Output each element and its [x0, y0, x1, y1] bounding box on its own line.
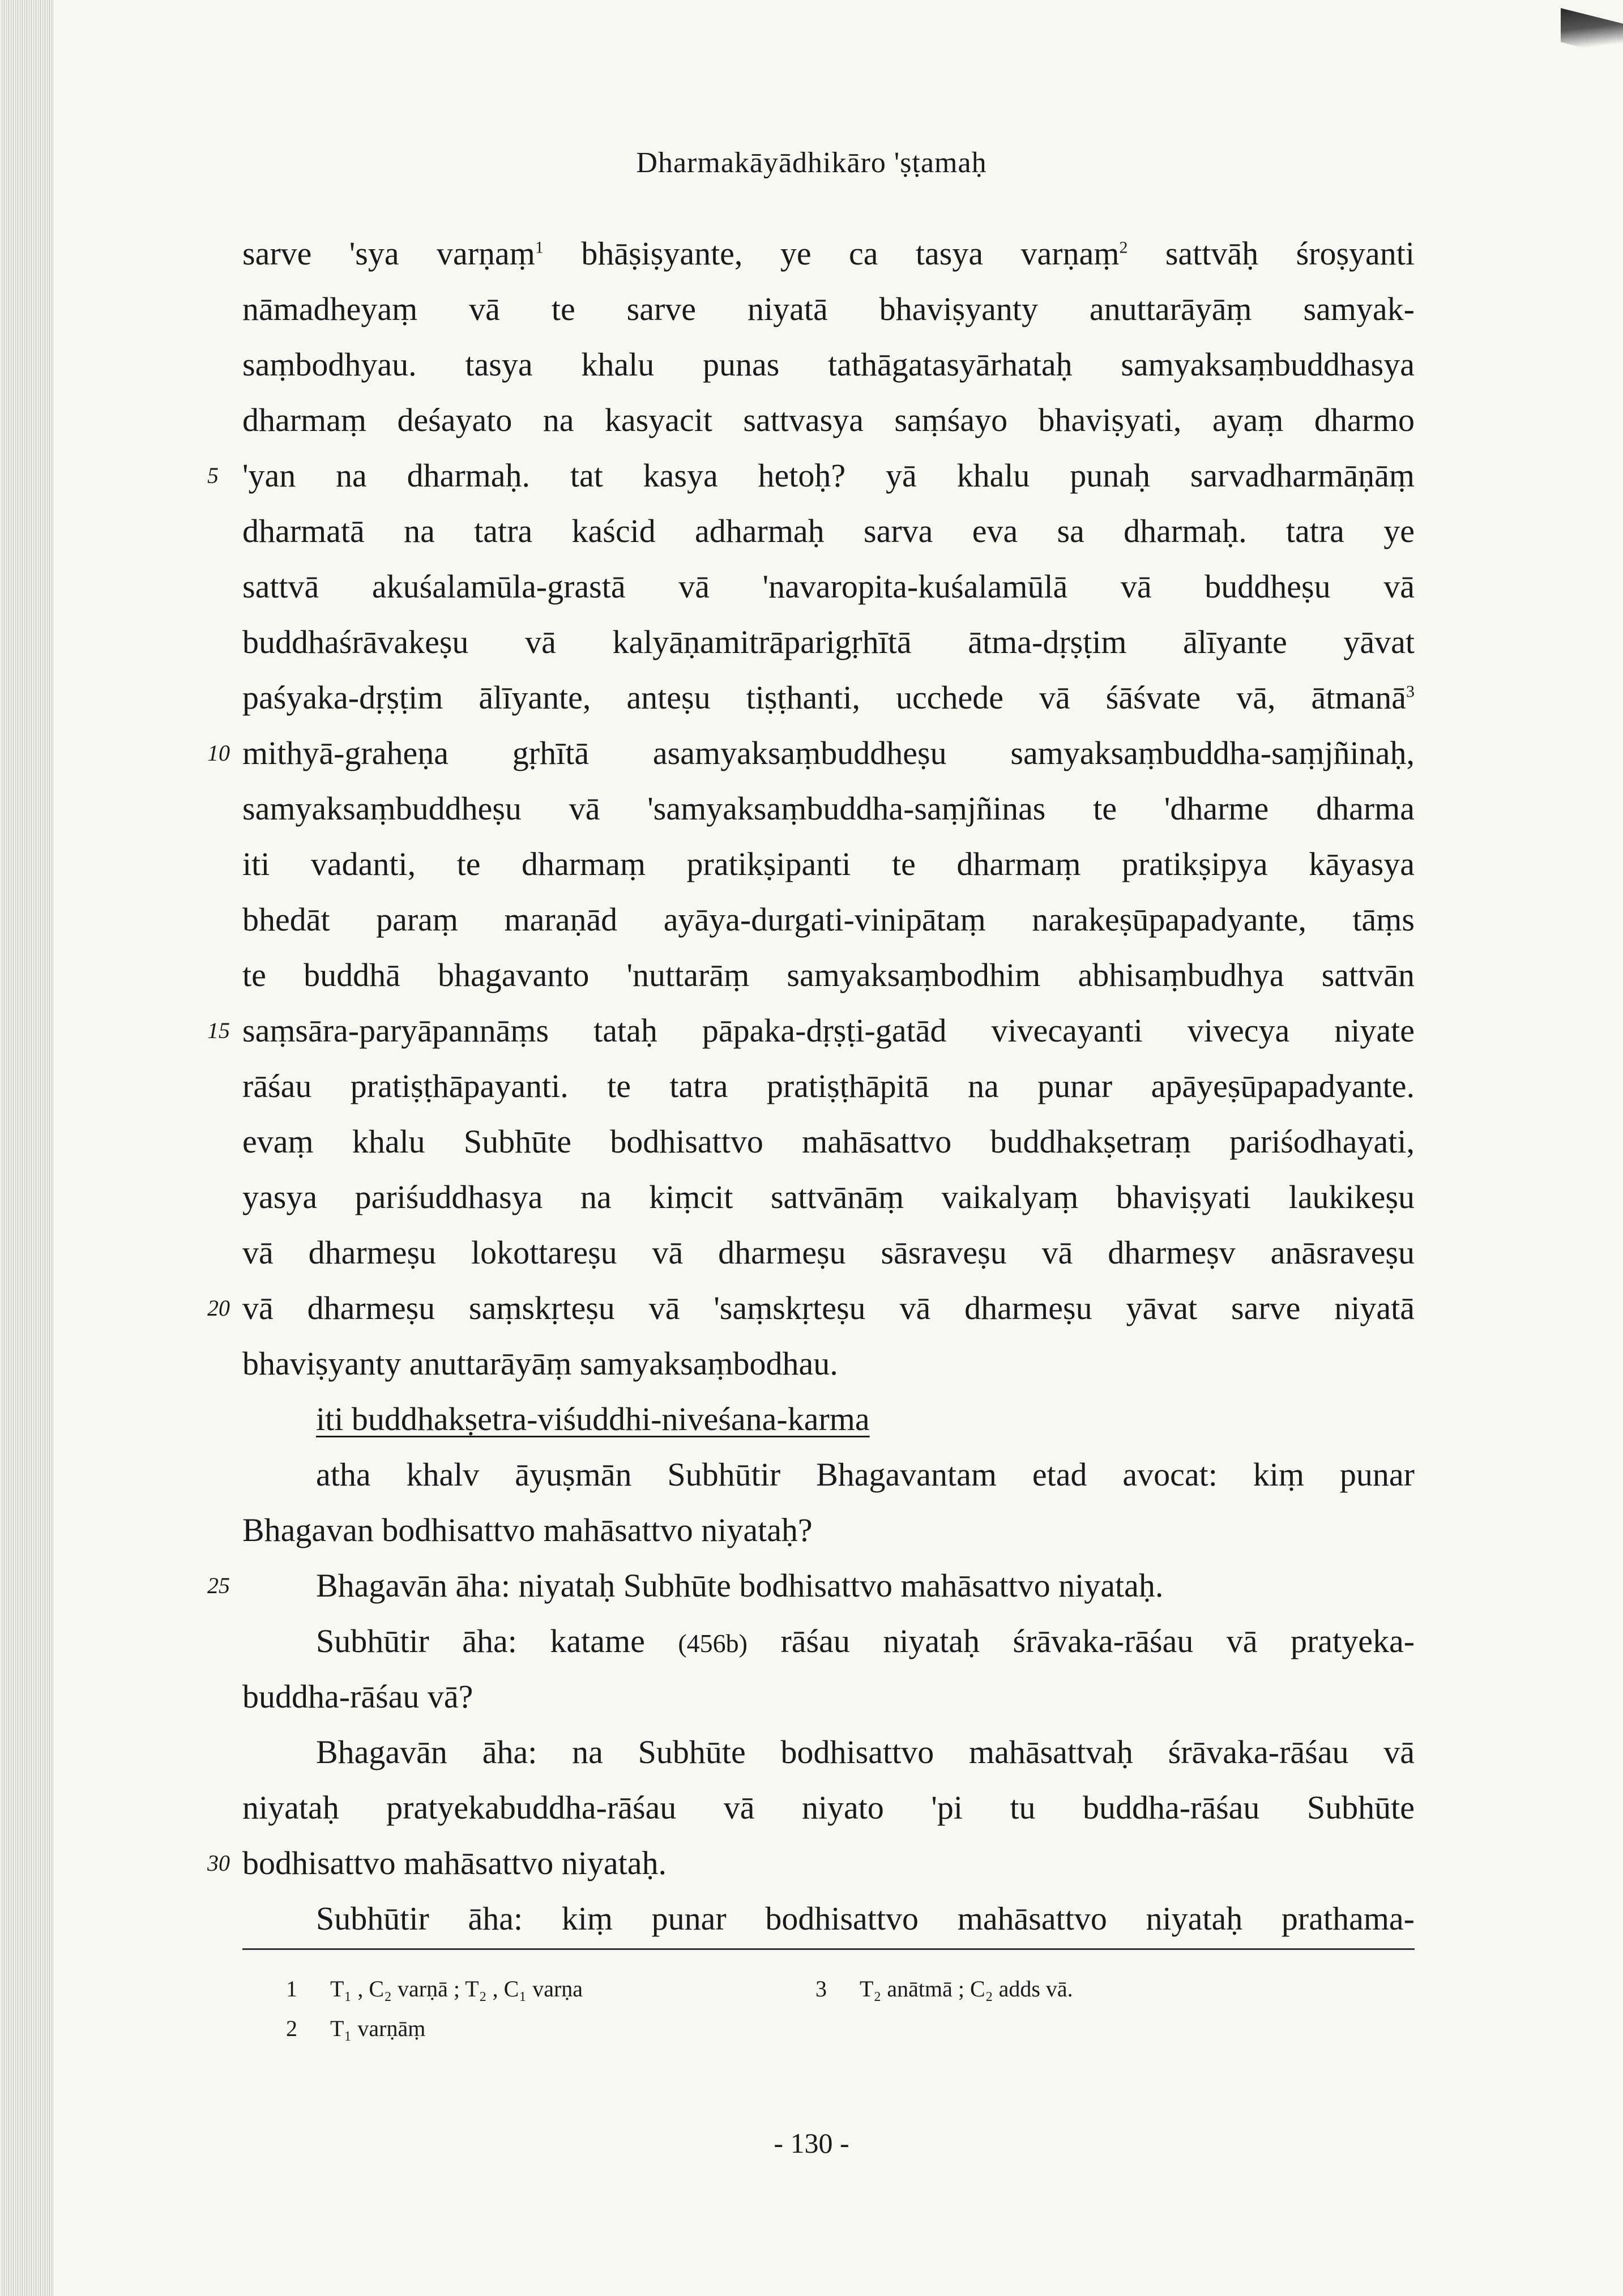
line-number: 30: [207, 1850, 230, 1876]
footnote: 2 T₁ varṇāṃ: [286, 2016, 426, 2041]
text-line: evaṃ khalu Subhūte bodhisattvo mahāsattvo buddhakṣetraṃ pariśodhayati,: [242, 1123, 1415, 1160]
text-line: samyaksaṃbuddheṣu vā 'samyaksaṃbuddha-saṃjñinas te 'dharme dharma: [242, 790, 1415, 827]
text-line: nāmadheyaṃ vā te sarve niyatā bhaviṣyanty anuttarāyāṃ samyak-: [242, 291, 1415, 327]
footnote-ref: 2: [1119, 238, 1128, 257]
line-number: 20: [207, 1295, 230, 1321]
text-line: Bhagavan bodhisattvo mahāsattvo niyataḥ?: [242, 1512, 813, 1548]
text-line: atha khalv āyuṣmān Subhūtir Bhagavantam etad avocat: kiṃ punar: [316, 1456, 1415, 1493]
running-head: Dharmakāyādhikāro 'ṣṭamaḥ: [636, 147, 987, 179]
text-line: sarve 'sya varṇaṃ$^1$ bhāṣiṣyante, ye ca tasya varṇaṃ$^2$ sattvāḥ śroṣyanti: [242, 235, 1415, 272]
text-line: dharmaṃ deśayato na kasyacit sattvasya saṃśayo bhaviṣyati, ayaṃ dharmo: [242, 402, 1415, 438]
text-line: saṃsāra-paryāpannāṃs tataḥ pāpaka-dṛṣṭi-gatād vivecayanti vivecya niyate: [242, 1012, 1415, 1049]
text-line: buddha-rāśau vā?: [242, 1678, 473, 1715]
line-number: 10: [207, 740, 230, 766]
text-line: mithyā-graheṇa gṛhītā asamyaksaṃbuddheṣu samyaksaṃbuddha-saṃjñinaḥ,: [242, 735, 1415, 771]
line-number: 25: [207, 1573, 230, 1598]
footnote: 3 T₂ anātmā ; C₂ adds vā.: [815, 1976, 1073, 2001]
page-number: - 130 -: [774, 2127, 849, 2159]
text-line: Subhūtir āha: kiṃ punar bodhisattvo mahāsattvo niyataḥ prathama-: [316, 1900, 1415, 1937]
footnote-ref: 1: [535, 238, 544, 257]
text-line: paśyaka-dṛṣṭim ālīyante, anteṣu tiṣṭhanti, ucchede vā śāśvate vā, ātmanā$^3$: [242, 679, 1415, 716]
line-number: 15: [207, 1018, 230, 1043]
footnote: 1 T₁ , C₂ varṇā ; T₂ , C₁ varṇa: [286, 1976, 583, 2001]
text-line: bhaviṣyanty anuttarāyāṃ samyaksaṃbodhau.: [242, 1345, 838, 1382]
page-ref: (456b): [678, 1629, 748, 1658]
text-line: iti vadanti, te dharmaṃ pratikṣipanti te dharmaṃ pratikṣipya kāyasya: [242, 846, 1415, 882]
text-line: bodhisattvo mahāsattvo niyataḥ.: [242, 1845, 667, 1881]
text-line: saṃbodhyau. tasya khalu punas tathāgatasyārhataḥ samyaksaṃbuddhasya: [242, 346, 1415, 383]
binding-edge: [0, 0, 54, 2296]
text-line: Subhūtir āha: katame (456b) rāśau niyataḥ śrāvaka-rāśau vā pratyeka-: [316, 1623, 1415, 1659]
line-number: 5: [207, 463, 219, 488]
footnote-rule: [242, 1948, 1415, 1950]
text-line: vā dharmeṣu lokottareṣu vā dharmeṣu sāsraveṣu vā dharmeṣv anāsraveṣu: [242, 1234, 1415, 1271]
text-line: buddhaśrāvakeṣu vā kalyāṇamitrāparigṛhītā ātma-dṛṣṭim ālīyante yāvat: [242, 624, 1415, 660]
text-line: yasya pariśuddhasya na kiṃcit sattvānāṃ vaikalyaṃ bhaviṣyati laukikeṣu: [242, 1179, 1415, 1215]
text-line: rāśau pratiṣṭhāpayanti. te tatra pratiṣṭhāpitā na punar apāyeṣūpapadyante.: [242, 1068, 1415, 1104]
text-line: sattvā akuśalamūla-grastā vā 'navaropita-kuśalamūlā vā buddheṣu vā: [242, 568, 1415, 605]
text-line: dharmatā na tatra kaścid adharmaḥ sarva eva sa dharmaḥ. tatra ye: [242, 513, 1415, 549]
section-title: iti buddhakṣetra-viśuddhi-niveśana-karma: [316, 1401, 870, 1437]
text-line: vā dharmeṣu saṃskṛteṣu vā 'saṃskṛteṣu vā dharmeṣu yāvat sarve niyatā: [242, 1290, 1415, 1326]
text-line: niyataḥ pratyekabuddha-rāśau vā niyato 'pi tu buddha-rāśau Subhūte: [242, 1789, 1415, 1826]
text-line: te buddhā bhagavanto 'nuttarāṃ samyaksaṃbodhim abhisaṃbudhya sattvān: [242, 957, 1415, 993]
scan-corner-mark: [1561, 8, 1623, 57]
text-line: bhedāt paraṃ maraṇād ayāya-durgati-vinipātaṃ narakeṣūpapadyante, tāṃs: [242, 901, 1415, 938]
text-line: Bhagavān āha: niyataḥ Subhūte bodhisattvo mahāsattvo niyataḥ.: [316, 1567, 1164, 1604]
text-line: Bhagavān āha: na Subhūte bodhisattvo mahāsattvaḥ śrāvaka-rāśau vā: [316, 1734, 1415, 1770]
text-line: 'yan na dharmaḥ. tat kasya hetoḥ? yā khalu punaḥ sarvadharmāṇāṃ: [242, 457, 1415, 494]
footnote-ref: 3: [1406, 682, 1415, 701]
